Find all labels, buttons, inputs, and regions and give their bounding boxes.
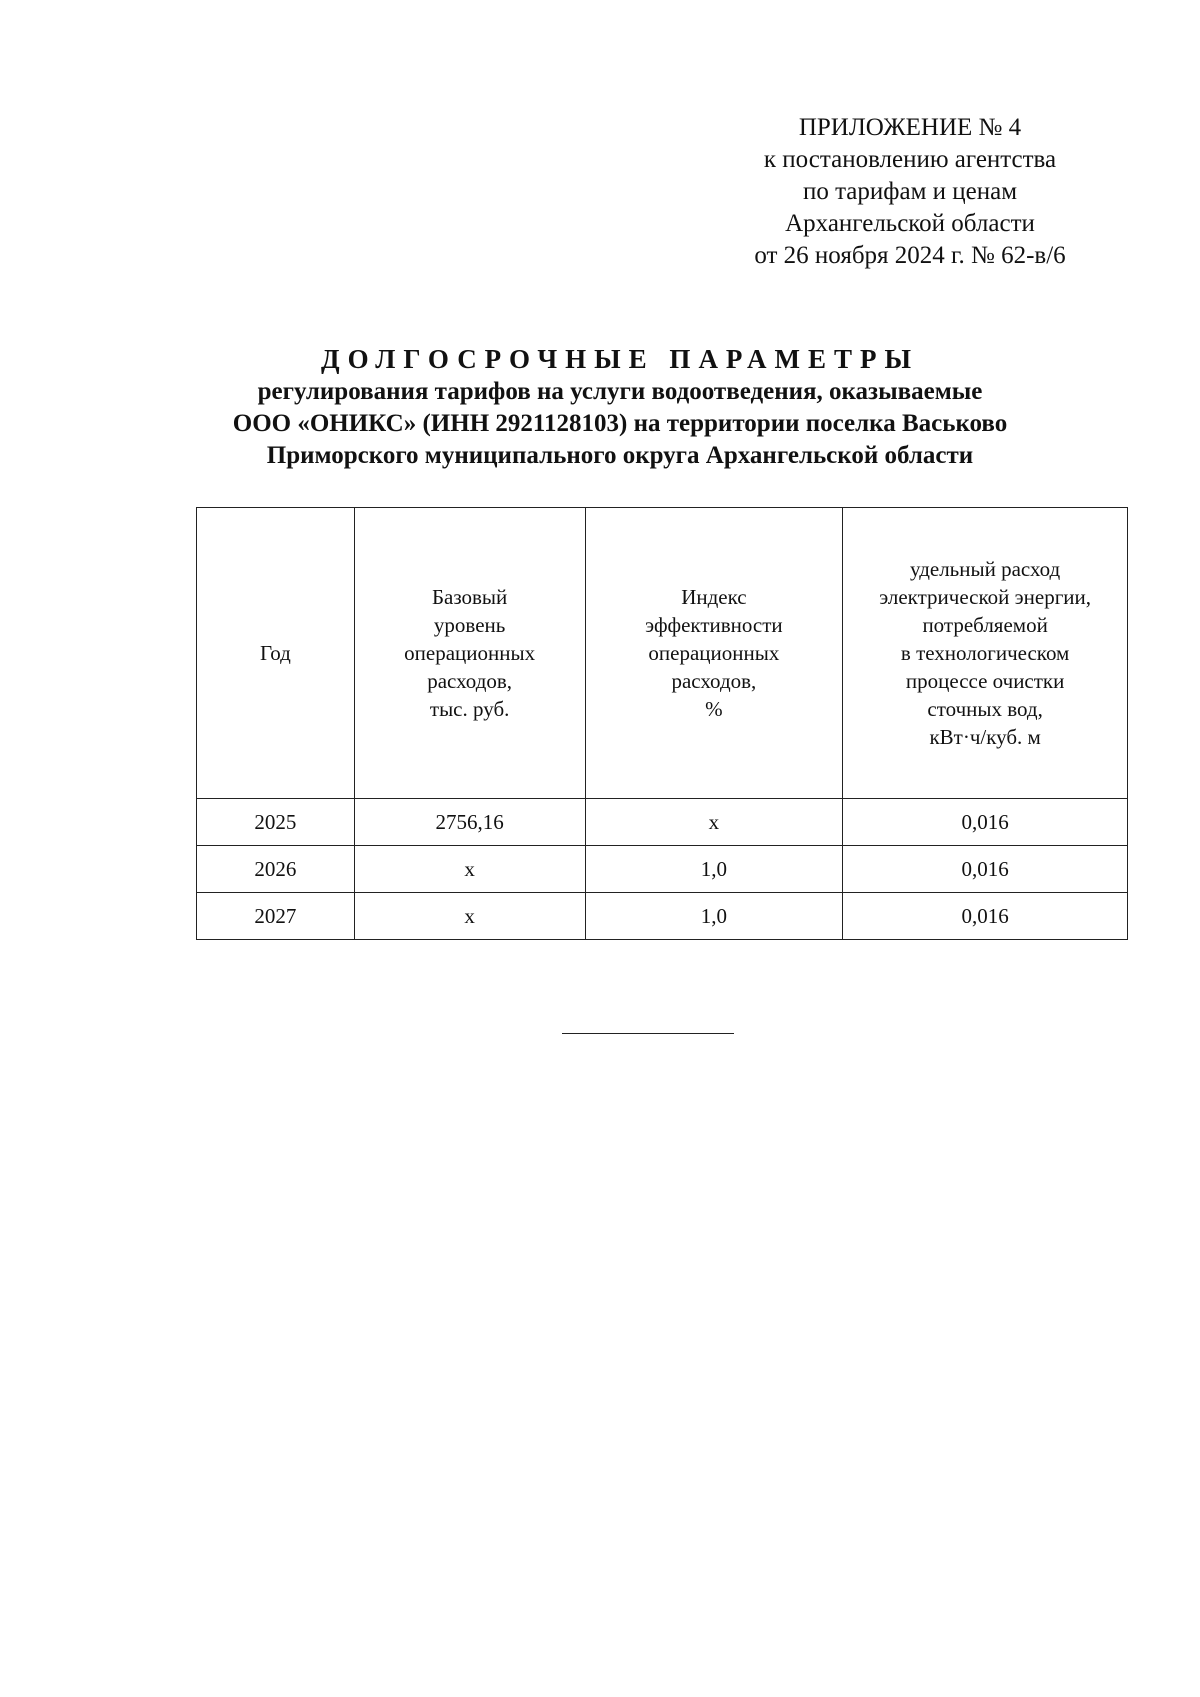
- title-main: ДОЛГОСРОЧНЫЕ ПАРАМЕТРЫ: [321, 344, 919, 374]
- cell-year: 2026: [197, 846, 355, 893]
- header-base-opex: Базовый уровень операционных расходов, тыс. руб.: [354, 508, 585, 799]
- appendix-line: по тарифам и ценам: [802, 178, 1018, 205]
- cell-year: 2025: [197, 799, 355, 846]
- appendix-line: к постановлению агентства: [763, 146, 1057, 173]
- cell-energy-consumption: 0,016: [843, 799, 1128, 846]
- cell-base-opex: 2756,16: [354, 799, 585, 846]
- appendix-header: [700, 112, 1120, 272]
- cell-efficiency-index: 1,0: [585, 893, 843, 940]
- table-row: [197, 893, 1128, 940]
- appendix-number: ПРИЛОЖЕНИЕ № 4: [798, 114, 1022, 141]
- end-of-document-line: [562, 1033, 734, 1034]
- document-title: [160, 342, 1080, 472]
- appendix-line: Архангельской области: [785, 210, 1035, 237]
- cell-efficiency-index: x: [585, 799, 843, 846]
- cell-year: 2027: [197, 893, 355, 940]
- table-row: [197, 846, 1128, 893]
- title-sub-line: регулирования тарифов на услуги водоотведения, оказываемые: [257, 378, 983, 405]
- title-sub-line: Приморского муниципального округа Архангельской области: [266, 442, 974, 469]
- header-efficiency-index: Индекс эффективности операционных расходов, %: [585, 508, 843, 799]
- cell-efficiency-index: 1,0: [585, 846, 843, 893]
- cell-energy-consumption: 0,016: [843, 893, 1128, 940]
- title-sub-line: ООО «ОНИКС» (ИНН 2921128103) на территории поселка Васьково: [232, 410, 1008, 437]
- cell-base-opex: x: [354, 846, 585, 893]
- cell-energy-consumption: 0,016: [843, 846, 1128, 893]
- appendix-date-number: от 26 ноября 2024 г. № 62-в/6: [754, 242, 1066, 269]
- table-row: [197, 799, 1128, 846]
- cell-base-opex: x: [354, 893, 585, 940]
- table-header-row: [197, 508, 1128, 799]
- parameters-table: [196, 507, 1128, 940]
- header-energy-consumption: удельный расход электрической энергии, потребляемой в технологическом процессе очистки сточных вод, кВт·ч/куб. м: [843, 508, 1128, 799]
- header-year: Год: [197, 508, 355, 799]
